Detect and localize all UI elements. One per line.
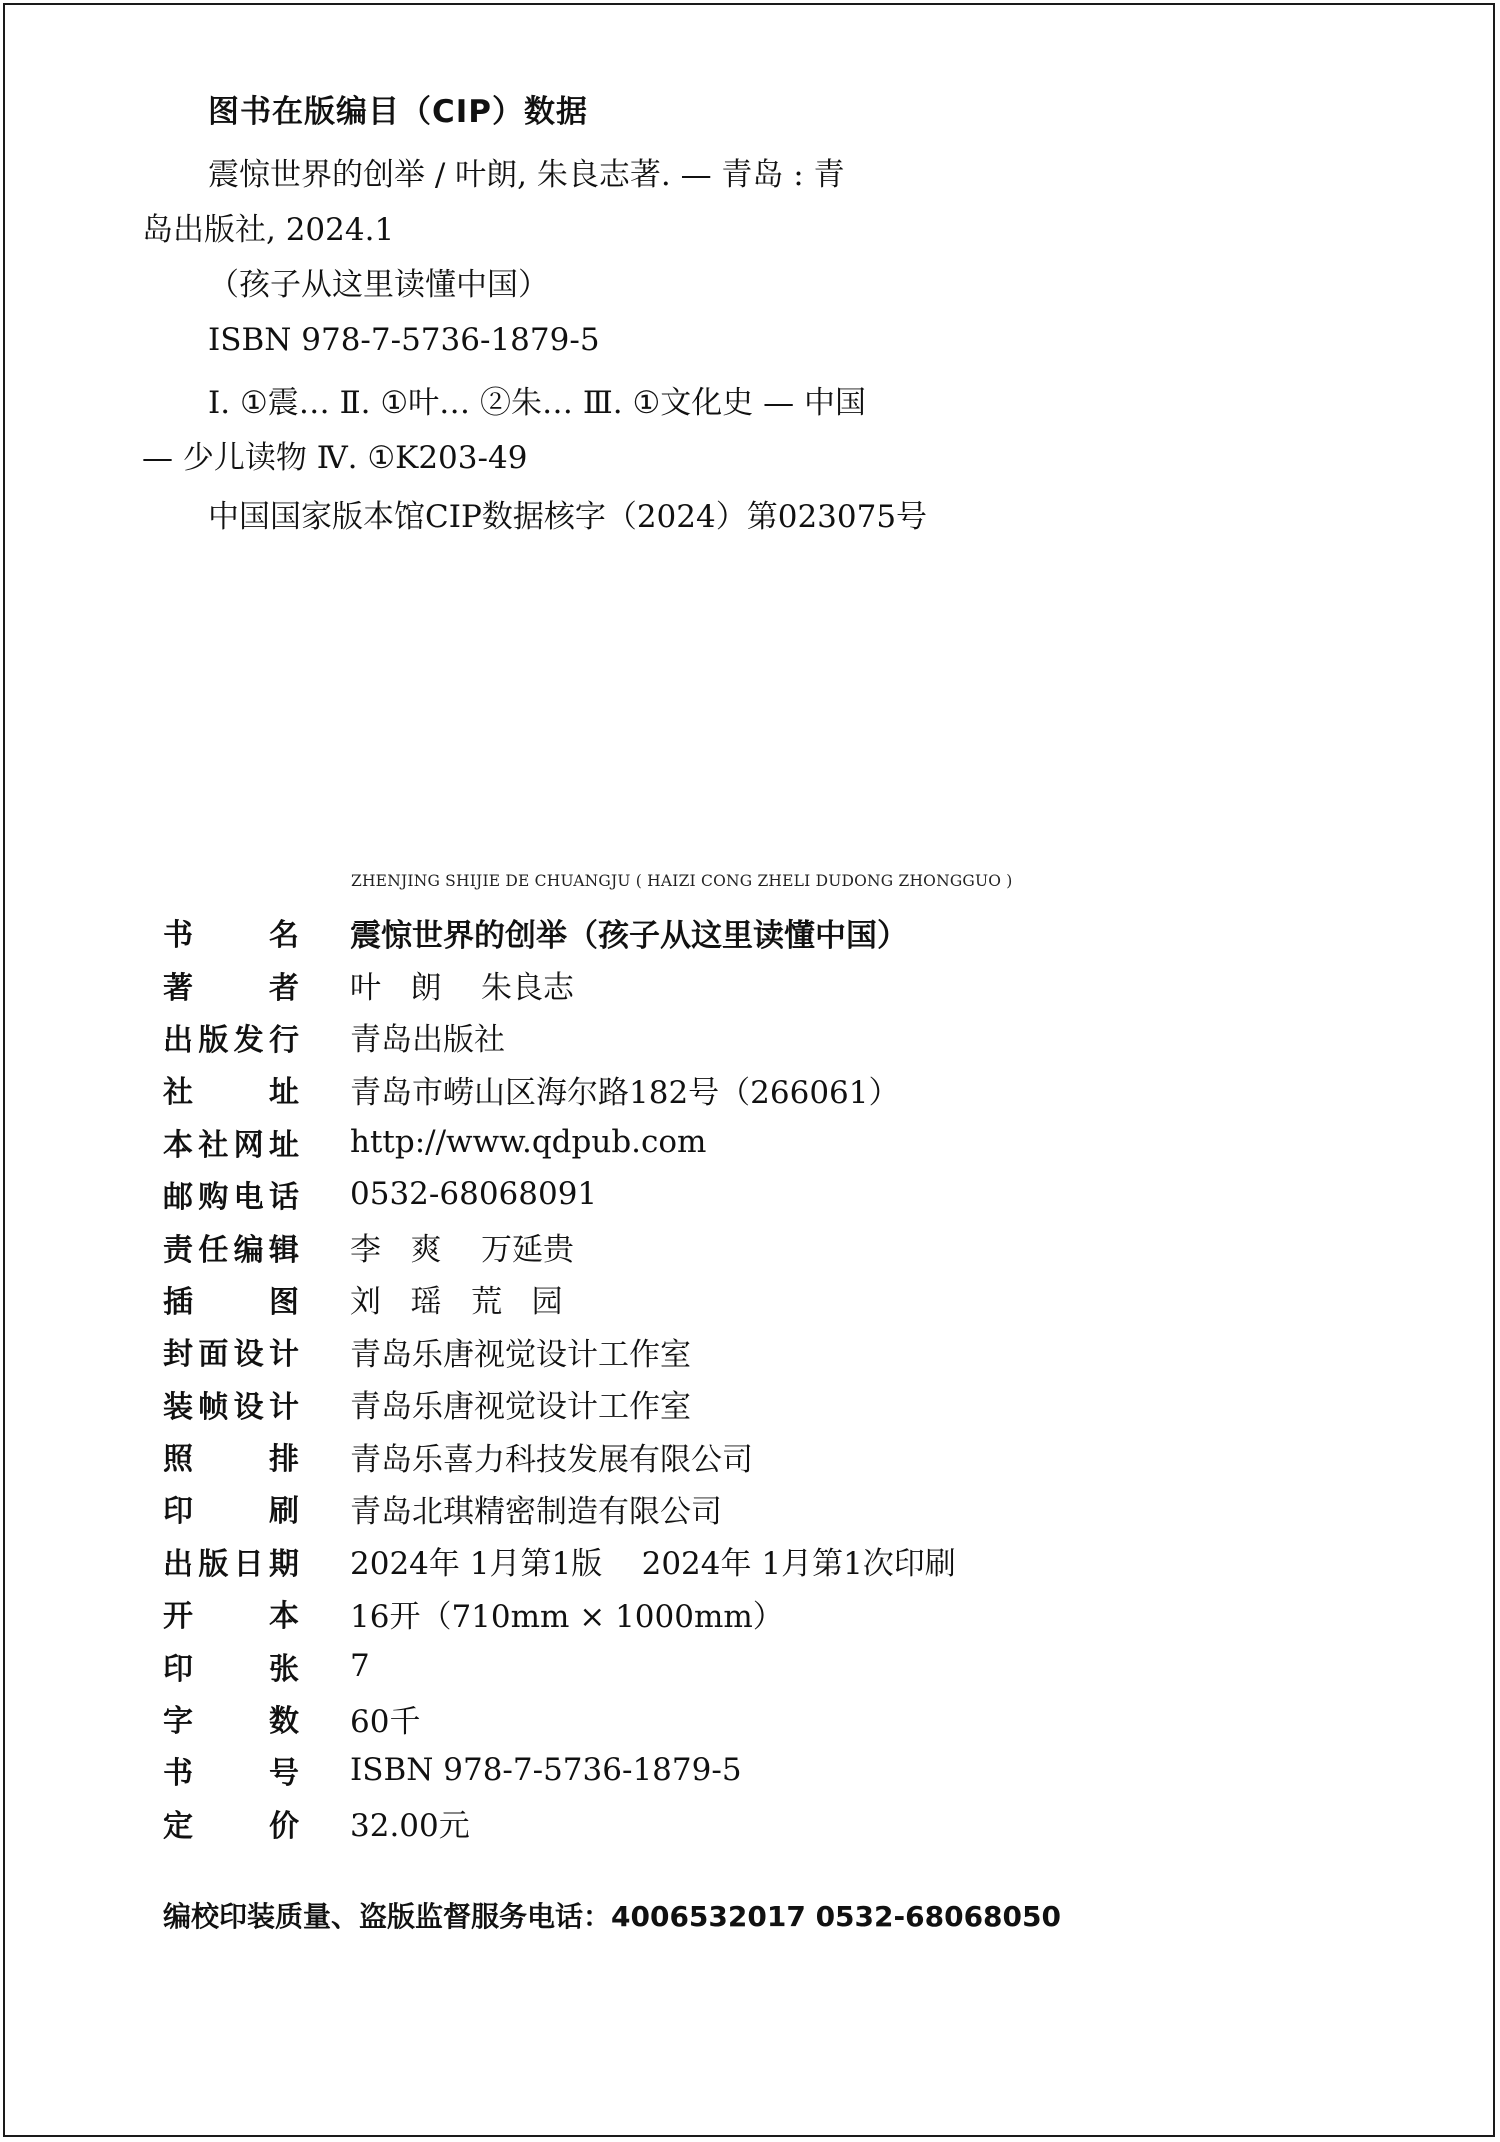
cip-line-series: （孩子从这里读懂中国） <box>208 267 549 303</box>
info-label-char: 印 <box>163 1494 193 1530</box>
info-label-char: 邮 <box>163 1180 193 1216</box>
cip-line-subjects: Ⅰ. ①震… Ⅱ. ①叶… ②朱… Ⅲ. ①文化史 — 中国 <box>208 385 866 421</box>
info-label-char: 辑 <box>268 1232 299 1268</box>
info-label-char: 本 <box>269 1599 299 1635</box>
info-label <box>163 1539 299 1583</box>
info-label-char: 号 <box>269 1756 299 1792</box>
info-label-char: 帧 <box>198 1389 229 1425</box>
info-label <box>163 1067 299 1111</box>
info-row <box>163 1011 956 1063</box>
info-label-char: 字 <box>163 1704 193 1740</box>
info-label <box>163 963 299 1007</box>
info-label-char: 印 <box>163 1651 193 1687</box>
info-row <box>163 1692 956 1744</box>
info-row <box>163 1220 956 1272</box>
info-row <box>163 906 956 958</box>
info-label-char: 者 <box>269 970 299 1006</box>
info-label-char: 价 <box>269 1808 299 1844</box>
info-label-char: 计 <box>268 1389 299 1425</box>
info-row <box>163 1744 956 1796</box>
info-label-char: 出 <box>163 1546 193 1582</box>
info-label-char: 名 <box>269 918 299 954</box>
info-label-char: 版 <box>198 1546 229 1582</box>
info-value: 刘 瑶 荒 园 <box>350 1284 563 1321</box>
cip-line-classification: — 少儿读物 Ⅳ. ①K203-49 <box>142 440 528 476</box>
quality-hotline: 编校印装质量、盗版监督服务电话：4006532017 0532-68068050 <box>163 1900 1061 1933</box>
info-label-char: 图 <box>269 1284 299 1320</box>
info-label-char: 社 <box>163 1075 193 1111</box>
info-label-char: 网 <box>233 1127 264 1163</box>
info-value: 0532-68068091 <box>350 1176 598 1213</box>
info-label-char: 装 <box>163 1389 193 1425</box>
info-label-char: 设 <box>233 1389 264 1425</box>
info-row <box>163 1587 956 1639</box>
cip-record <box>142 148 962 545</box>
copyright-info-table <box>163 906 956 1849</box>
info-label-char: 日 <box>233 1546 264 1582</box>
info-label <box>163 1172 299 1216</box>
cip-line-title: 震惊世界的创举 / 叶朗, 朱良志著. — 青岛 : 青 <box>208 157 845 193</box>
info-value: 2024年 1月第1版 2024年 1月第1次印刷 <box>350 1546 956 1583</box>
info-row <box>163 1168 956 1220</box>
info-label-char: 数 <box>269 1704 299 1740</box>
info-label-char: 购 <box>198 1180 229 1216</box>
info-value: 32.00元 <box>350 1808 470 1845</box>
info-row <box>163 1273 956 1325</box>
info-label-char: 编 <box>233 1232 264 1268</box>
info-label <box>163 1801 299 1845</box>
info-value: 青岛乐唐视觉设计工作室 <box>350 1336 691 1373</box>
info-label <box>163 1120 299 1164</box>
info-label-char: 版 <box>198 1022 229 1058</box>
cip-line-publisher: 岛出版社, 2024.1 <box>142 212 395 248</box>
info-row <box>163 1639 956 1691</box>
info-label-char: 计 <box>268 1337 299 1373</box>
info-value: 青岛出版社 <box>350 1022 505 1059</box>
info-value: 李 爽 万延贵 <box>350 1232 574 1269</box>
info-label-char: 书 <box>163 918 193 954</box>
info-label-char: 插 <box>163 1284 193 1320</box>
info-label-char: 址 <box>269 1075 299 1111</box>
info-label <box>163 1644 299 1688</box>
info-row <box>163 1378 956 1430</box>
info-label-char: 照 <box>163 1442 193 1478</box>
info-label-char: 封 <box>163 1337 193 1373</box>
info-value: 7 <box>350 1647 370 1684</box>
info-value: 震惊世界的创举（孩子从这里读懂中国） <box>350 917 908 954</box>
info-row <box>163 1482 956 1534</box>
info-row <box>163 1430 956 1482</box>
info-value: 青岛市崂山区海尔路182号（266061） <box>350 1074 900 1111</box>
info-label-char: 刷 <box>269 1494 299 1530</box>
info-label <box>163 1225 299 1269</box>
info-label <box>163 1015 299 1059</box>
info-row <box>163 1063 956 1115</box>
cip-line-isbn: ISBN 978-7-5736-1879-5 <box>208 322 600 358</box>
info-value: http://www.qdpub.com <box>350 1123 707 1160</box>
info-value: 青岛乐唐视觉设计工作室 <box>350 1389 691 1426</box>
info-label-char: 发 <box>233 1022 264 1058</box>
cip-line-record-number: 中国国家版本馆CIP数据核字（2024）第023075号 <box>208 499 928 535</box>
info-row <box>163 1325 956 1377</box>
info-label <box>163 910 299 954</box>
info-label <box>163 1748 299 1792</box>
info-row <box>163 1535 956 1587</box>
info-label-char: 行 <box>268 1022 299 1058</box>
info-row <box>163 958 956 1010</box>
info-label <box>163 1382 299 1426</box>
info-label-char: 址 <box>268 1127 299 1163</box>
info-label-char: 话 <box>268 1180 299 1216</box>
info-row <box>163 1116 956 1168</box>
info-label <box>163 1277 299 1321</box>
info-value: 60千 <box>350 1703 421 1740</box>
info-label <box>163 1696 299 1740</box>
info-label <box>163 1329 299 1373</box>
info-value: ISBN 978-7-5736-1879-5 <box>350 1752 742 1789</box>
info-label <box>163 1591 299 1635</box>
info-label <box>163 1434 299 1478</box>
info-label-char: 书 <box>163 1756 193 1792</box>
info-value: 16开（710mm × 1000mm） <box>350 1598 784 1635</box>
info-label-char: 责 <box>163 1232 193 1268</box>
info-label-char: 任 <box>198 1232 229 1268</box>
info-label-char: 张 <box>269 1651 299 1687</box>
info-value: 叶 朗 朱良志 <box>350 970 574 1007</box>
info-label-char: 面 <box>198 1337 229 1373</box>
info-row <box>163 1797 956 1849</box>
info-label-char: 电 <box>233 1180 264 1216</box>
pinyin-title: ZHENJING SHIJIE DE CHUANGJU ( HAIZI CONG ZHELI DUDONG ZHONGGUO ) <box>351 872 1013 890</box>
info-label-char: 著 <box>163 970 193 1006</box>
info-label-char: 期 <box>268 1546 299 1582</box>
info-label-char: 排 <box>269 1442 299 1478</box>
info-label-char: 本 <box>163 1127 193 1163</box>
info-value: 青岛北琪精密制造有限公司 <box>350 1493 722 1530</box>
info-label-char: 设 <box>233 1337 264 1373</box>
info-value: 青岛乐喜力科技发展有限公司 <box>350 1441 753 1478</box>
cip-heading: 图书在版编目（CIP）数据 <box>208 94 589 130</box>
info-label-char: 开 <box>163 1599 193 1635</box>
info-label-char: 出 <box>163 1022 193 1058</box>
info-label-char: 社 <box>198 1127 229 1163</box>
info-label <box>163 1486 299 1530</box>
info-label-char: 定 <box>163 1808 193 1844</box>
